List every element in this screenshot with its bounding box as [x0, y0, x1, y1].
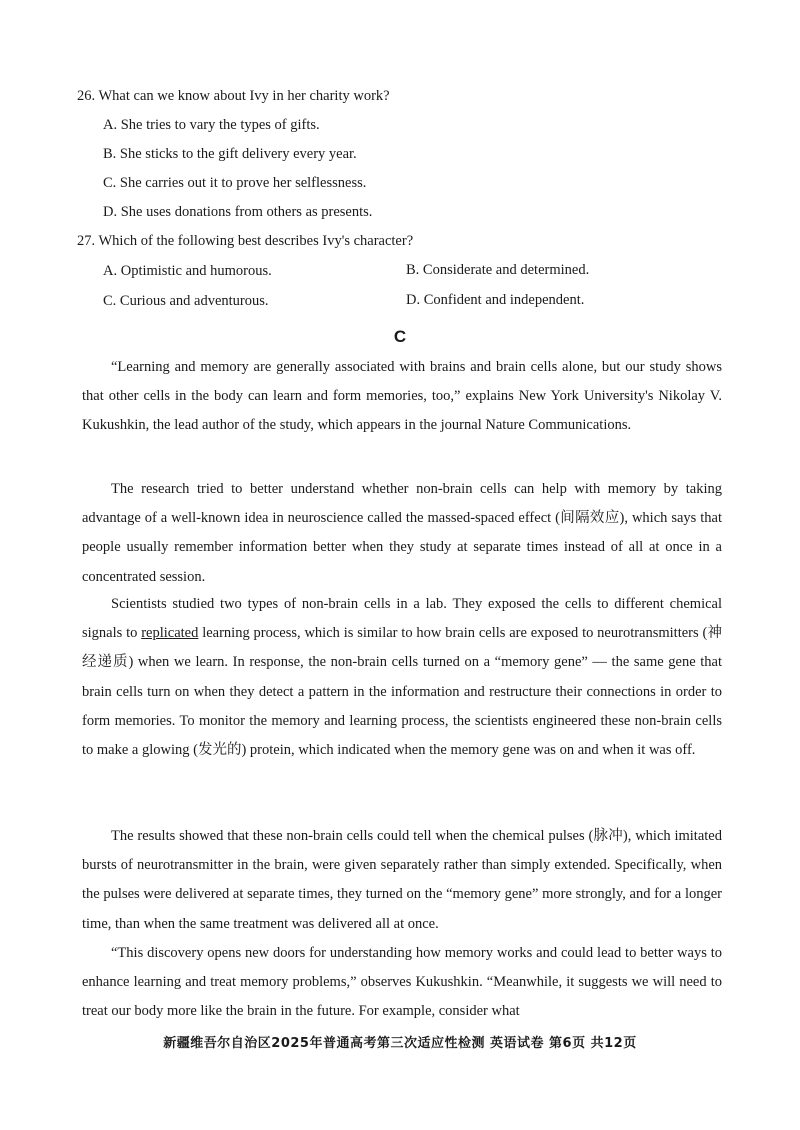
question-27-option-a: A. Optimistic and humorous. [103, 263, 272, 279]
question-26-option-c: C. She carries out it to prove her selflessness. [103, 175, 367, 191]
question-27-option-c: C. Curious and adventurous. [103, 293, 269, 309]
question-26-option-d: D. She uses donations from others as presents. [103, 204, 373, 220]
passage-paragraph-3-part-1: Scientists studied two types of non-brain cells in a lab. They exposed the cells to different chemical signals to [82, 596, 722, 642]
question-27-option-d: D. Confident and independent. [406, 292, 585, 308]
passage-paragraph-1: “Learning and memory are generally associated with brains and brain cells alone, but our study shows that other cells in the body can learn and form memories, too,” explains New York University's Nikolay V. Kukushkin, the lead author of the study, which appears in the journal Nature Communications. [82, 359, 722, 434]
underlined-word: replicated [141, 625, 199, 642]
passage-paragraph-2: The research tried to better understand whether non-brain cells can help with memory by taking advantage of a well-known idea in neuroscience called the massed-spaced effect (间隔效应), which says that people usually remember information better when they study at separate times instead of all at once in a concentrated session. [82, 481, 722, 585]
passage-paragraph-5: “This discovery opens new doors for understanding how memory works and could lead to better ways to enhance learning and treat memory problems,” observes Kukushkin. “Meanwhile, it suggests we will need to treat our body more like the brain in the future. For example, consider what [82, 945, 722, 1020]
question-26-option-b: B. She sticks to the gift delivery every year. [103, 146, 357, 162]
page-footer: 新疆维吾尔自治区2025年普通高考第三次适应性检测 英语试卷 第6页 共12页 [163, 1036, 637, 1051]
question-27-stem: 27. Which of the following best describes Ivy's character? [77, 233, 414, 249]
passage-paragraph-3-part-2: learning process, which is similar to how brain cells are exposed to neurotransmitters (神经递质) when we learn. In response, the non-brain cells turned on a “memory gene” — the same gene that brain cells turn on when they detect a pattern in the information and restructure their connections in order to form memories. To monitor the memory and learning process, the scientists engineered these non-brain cells to make a glowing (发光的) protein, which indicated when the memory gene was on and when it was off. [82, 625, 722, 759]
question-26-option-a: A. She tries to vary the types of gifts. [103, 117, 320, 133]
section-letter: C [393, 327, 407, 346]
passage-paragraph-4: The results showed that these non-brain cells could tell when the chemical pulses (脉冲), which imitated bursts of neurotransmitter in the brain, were given separately rather than simply extended. Specifically, when the pulses were delivered at separate times, they turned on the “memory gene” more strongly, and for a longer time, than when the same treatment was delivered all at once. [82, 828, 722, 932]
question-27-option-b: B. Considerate and determined. [406, 262, 590, 278]
question-26-stem: 26. What can we know about Ivy in her charity work? [77, 88, 390, 104]
passage-paragraph-3 [82, 590, 722, 765]
